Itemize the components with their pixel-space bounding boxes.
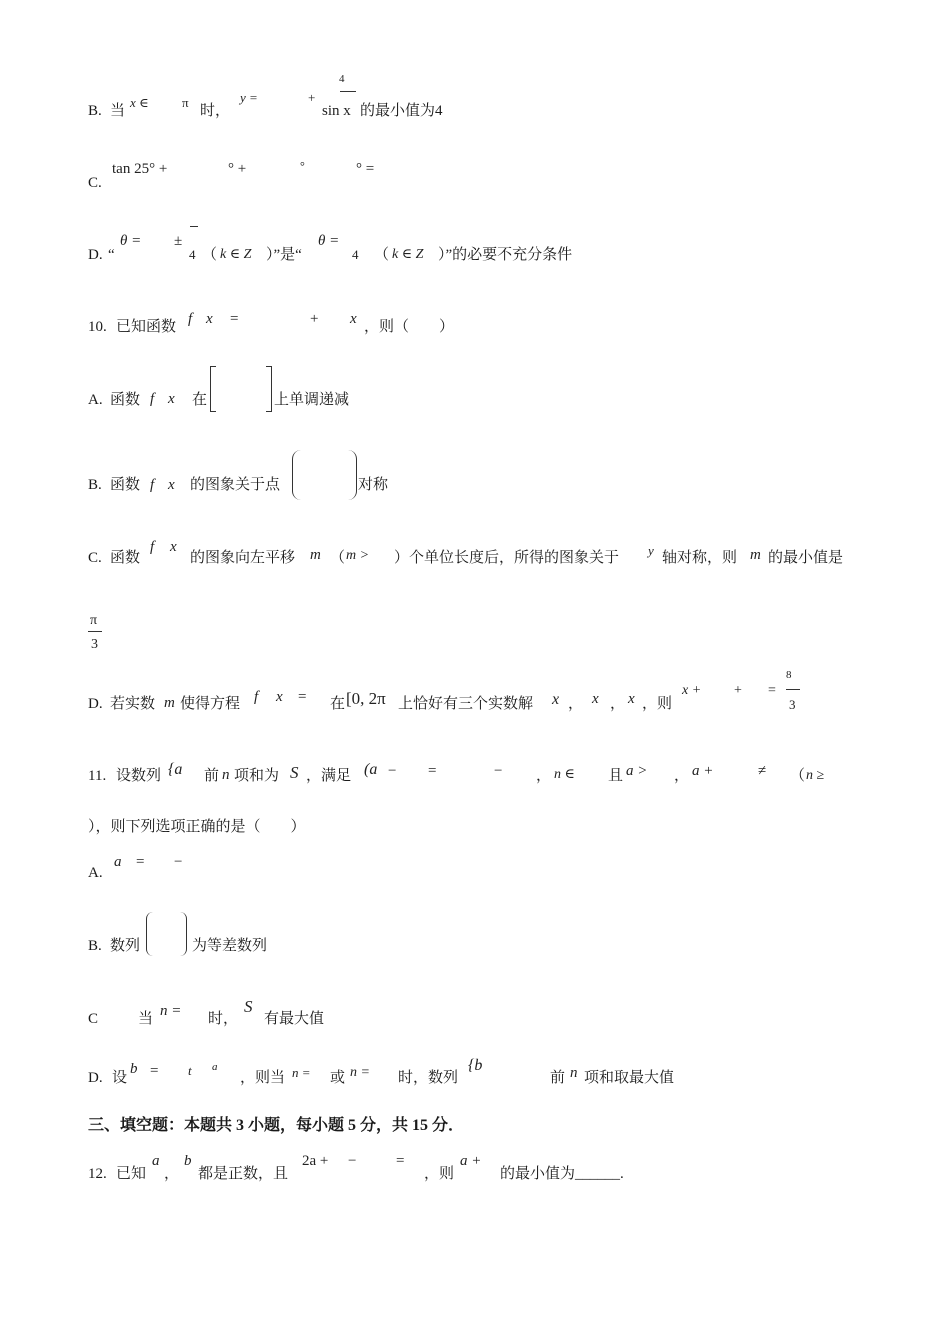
- option-label: C: [88, 1011, 99, 1027]
- math: x: [168, 477, 175, 493]
- text: 已知函数: [116, 319, 177, 335]
- option-label: C.: [88, 175, 102, 191]
- math: x +: [682, 683, 702, 698]
- question-number: 10.: [88, 319, 107, 335]
- left-brace: [146, 912, 153, 956]
- math: m: [164, 695, 175, 711]
- text: ，: [536, 768, 552, 784]
- math: −: [494, 763, 503, 779]
- text: ，满足: [306, 768, 352, 784]
- text: 前: [204, 768, 220, 784]
- math: =: [396, 1153, 405, 1169]
- math: −: [388, 763, 397, 779]
- text: ）”是“: [266, 247, 302, 263]
- math: f: [254, 689, 259, 705]
- math: x: [206, 311, 213, 327]
- math: b: [184, 1153, 192, 1169]
- math: =: [768, 683, 776, 698]
- math: +: [308, 90, 316, 105]
- option-label: B.: [88, 938, 102, 954]
- text: 若实数: [110, 696, 156, 712]
- math: =: [150, 1063, 159, 1079]
- text: 有最大值: [264, 1011, 325, 1027]
- text: 使得方程: [180, 696, 241, 712]
- question-number: 12.: [88, 1166, 107, 1182]
- math: −: [348, 1153, 357, 1169]
- section-heading: 三、填空题：本题共 3 小题，每小题 5 分，共 15 分．: [88, 1117, 465, 1134]
- math: x: [592, 691, 599, 707]
- option-label: D.: [88, 696, 103, 712]
- option-label: B.: [88, 477, 102, 493]
- math: =: [136, 854, 145, 870]
- math: {b: [468, 1057, 483, 1074]
- math: (a: [364, 761, 378, 778]
- math: f: [150, 477, 155, 493]
- math: 4: [189, 247, 196, 262]
- math: S: [244, 997, 253, 1016]
- question-number: 11.: [88, 768, 107, 784]
- math: a: [114, 854, 122, 870]
- text: 函数: [110, 550, 141, 566]
- text: 的图象向左平移: [190, 550, 296, 566]
- text: ，: [568, 696, 584, 712]
- math: °: [300, 159, 305, 173]
- math: [0, 2π: [346, 689, 386, 708]
- math: 4: [352, 247, 359, 262]
- text: 的最小值为______.: [500, 1166, 624, 1182]
- option-label: D.: [88, 247, 103, 263]
- math: n =: [350, 1065, 370, 1080]
- math: m: [310, 547, 321, 563]
- text: 数列: [110, 938, 141, 954]
- math: k ∈ Z: [220, 247, 252, 262]
- math: a: [212, 1061, 218, 1073]
- text: 设: [112, 1070, 128, 1086]
- fraction-bar: [340, 91, 356, 92]
- math: 8: [786, 669, 792, 681]
- math: m >: [346, 548, 370, 563]
- math: n ∈: [554, 767, 575, 782]
- math: n ≥: [806, 768, 825, 783]
- fraction-bar: [786, 689, 800, 690]
- option-label: A.: [88, 865, 103, 881]
- text: 的最小值为4: [360, 103, 443, 119]
- math: tan 25° +: [112, 161, 168, 177]
- text: 轴对称，则: [662, 550, 738, 566]
- text: ，则: [424, 1166, 455, 1182]
- text: 的图象关于点: [190, 477, 281, 493]
- text: 对称: [358, 477, 389, 493]
- text: ，: [164, 1166, 180, 1182]
- text: ）个单位长度后，所得的图象关于: [394, 550, 620, 566]
- math: θ =: [120, 233, 142, 249]
- math: x: [276, 689, 283, 705]
- math: a >: [626, 763, 648, 779]
- math: n: [222, 767, 230, 783]
- math: 2a +: [302, 1153, 329, 1169]
- math: x: [350, 311, 357, 327]
- math: x: [552, 691, 560, 708]
- math: b: [130, 1061, 138, 1077]
- math: π: [182, 95, 189, 110]
- math: =: [298, 689, 307, 705]
- text: 且: [608, 768, 624, 784]
- text: （: [330, 550, 346, 566]
- left-bracket: [210, 366, 216, 412]
- text: ，则当: [240, 1070, 286, 1086]
- text: 前: [550, 1070, 566, 1086]
- math: π: [90, 613, 98, 628]
- text: ），则下列选项正确的是（ ）: [88, 819, 306, 835]
- text: 当: [138, 1011, 154, 1027]
- math: x: [168, 391, 175, 407]
- math: x: [628, 691, 635, 707]
- math: y =: [240, 90, 258, 105]
- math: {a: [168, 761, 183, 778]
- math: +: [734, 683, 742, 698]
- text: 在: [330, 696, 346, 712]
- text: 项和为: [234, 768, 280, 784]
- math: a +: [692, 763, 714, 779]
- math: sin x: [322, 103, 351, 119]
- math: f: [150, 391, 155, 407]
- math: ±: [174, 233, 183, 249]
- right-brace: [180, 912, 187, 956]
- option-label: A.: [88, 392, 103, 408]
- math: a: [152, 1153, 160, 1169]
- math: +: [310, 311, 319, 327]
- fraction-bar: [88, 631, 102, 632]
- math: t: [188, 1063, 192, 1078]
- option-label: D.: [88, 1070, 103, 1086]
- math: n =: [160, 1003, 182, 1019]
- text: 函数: [110, 392, 141, 408]
- option-label: B.: [88, 103, 102, 119]
- text: ，则（ ）: [364, 319, 455, 335]
- math: ° =: [356, 161, 375, 177]
- math: m: [750, 547, 761, 563]
- fraction-bar: [190, 226, 198, 227]
- math: θ =: [318, 233, 340, 249]
- math: ≠: [758, 763, 767, 779]
- text: ，则: [642, 696, 673, 712]
- text: ，: [674, 768, 690, 784]
- text: 函数: [110, 477, 141, 493]
- text: 当: [110, 103, 126, 119]
- right-paren: [348, 450, 357, 500]
- math: n: [570, 1065, 578, 1081]
- text: 在: [192, 392, 208, 408]
- text: ，: [610, 696, 626, 712]
- text: 时，: [208, 1011, 239, 1027]
- math: f: [150, 539, 155, 555]
- text: 上单调递减: [274, 392, 350, 408]
- math: 3: [789, 697, 796, 712]
- math: =: [230, 311, 239, 327]
- math: −: [174, 854, 183, 870]
- text: 上恰好有三个实数解: [398, 696, 534, 712]
- text: 时，: [200, 103, 231, 119]
- math: k ∈ Z: [392, 247, 424, 262]
- text: 为等差数列: [192, 938, 268, 954]
- text: （: [374, 247, 390, 263]
- text: 项和取最大值: [584, 1070, 675, 1086]
- math: x ∈: [130, 95, 149, 110]
- math: x: [170, 539, 177, 555]
- text: 设数列: [116, 768, 162, 784]
- text: 已知: [116, 1166, 147, 1182]
- math: =: [428, 763, 437, 779]
- math: 3: [91, 637, 98, 652]
- text: （: [790, 768, 806, 784]
- text: 时，数列: [398, 1070, 459, 1086]
- option-label: C.: [88, 550, 102, 566]
- text: 的最小值是: [768, 550, 844, 566]
- math: y: [648, 543, 654, 558]
- text: （: [202, 247, 218, 263]
- math: S: [290, 763, 299, 782]
- math: a +: [460, 1153, 482, 1169]
- math: ° +: [228, 161, 247, 177]
- math: f: [188, 311, 193, 327]
- left-paren: [292, 450, 301, 500]
- text: 或: [330, 1070, 346, 1086]
- math: 4: [339, 73, 345, 85]
- text: 都是正数，且: [198, 1166, 289, 1182]
- math: n =: [292, 1065, 311, 1080]
- right-bracket: [266, 366, 272, 412]
- text: “: [108, 247, 115, 263]
- text: ）”的必要不充分条件: [438, 247, 573, 263]
